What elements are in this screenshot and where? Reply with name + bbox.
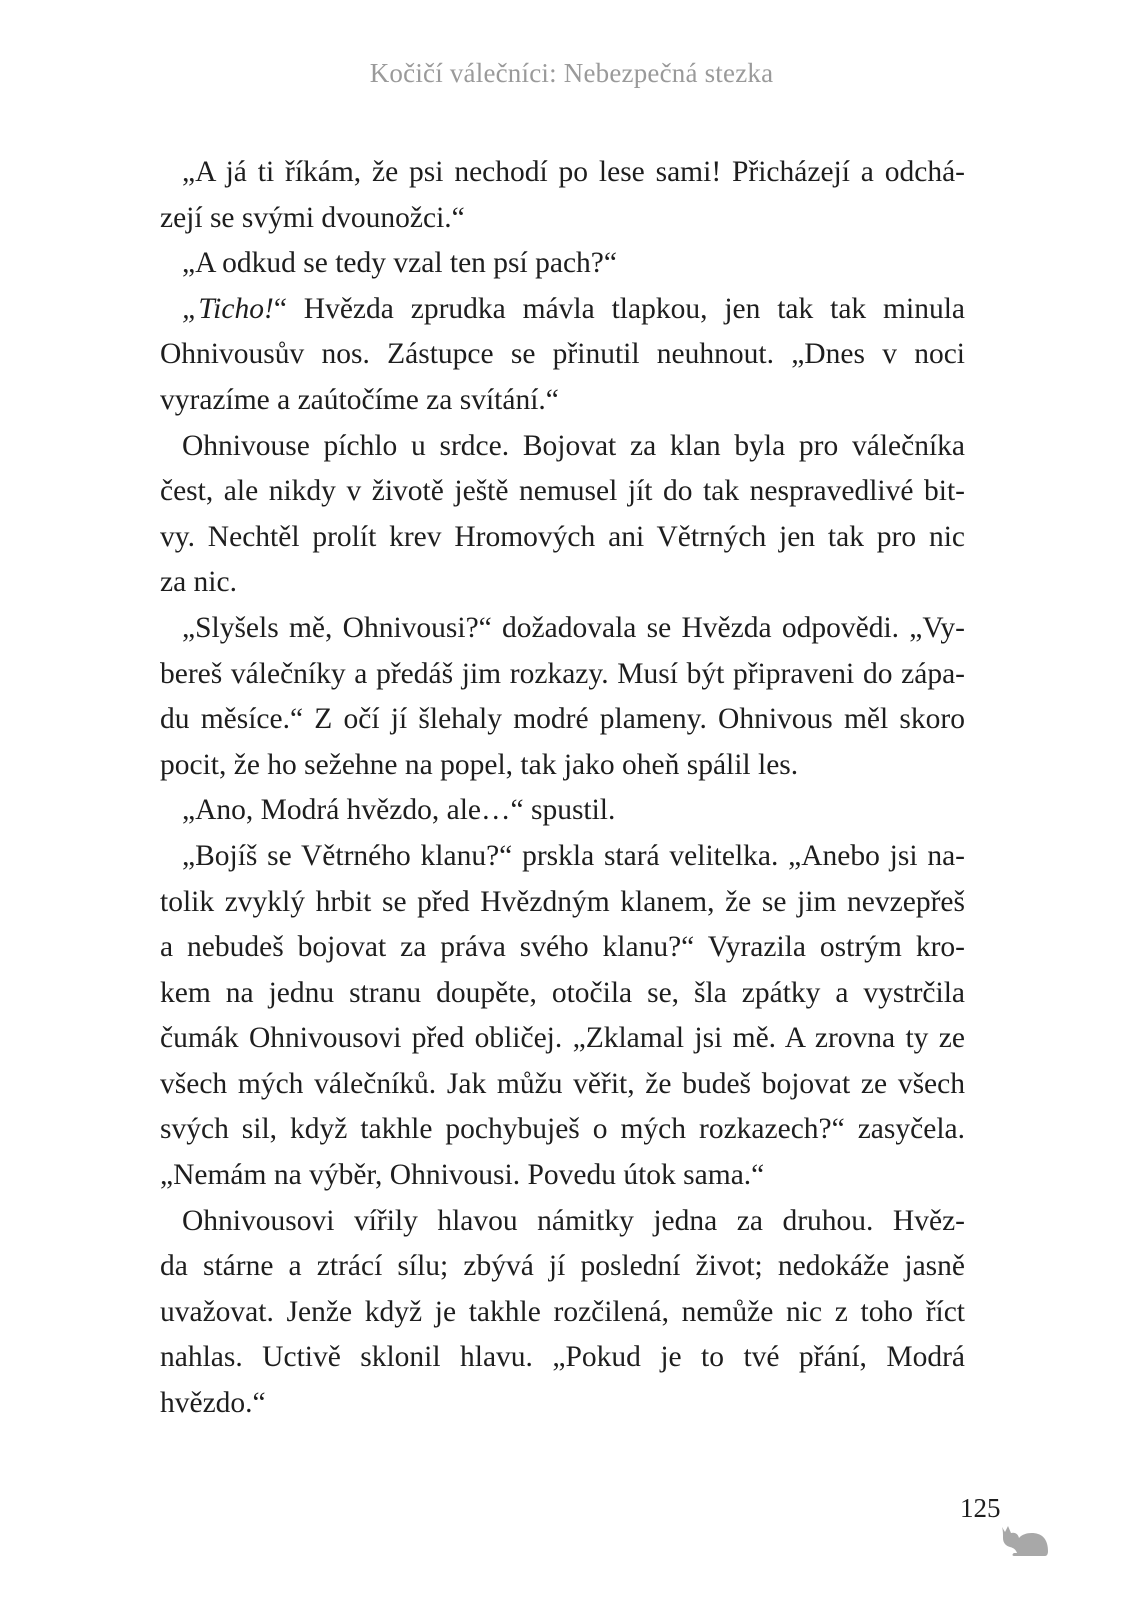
text-line-rest: “ Hvězda zprudka mávla tlapkou, jen tak tak minula xyxy=(273,292,965,325)
cat-silhouette-icon xyxy=(1000,1523,1050,1557)
text-line: Ohnivouse píchlo u srdce. Bojovat za klan byla pro válečníka xyxy=(182,429,965,462)
text-line: za nic. xyxy=(160,566,237,599)
text-line: „Nemám na výběr, Ohnivousi. Povedu útok sama.“ xyxy=(160,1159,765,1192)
text-line: čest, ale nikdy v životě ještě nemusel jít do tak nespravedlivé bit- xyxy=(160,475,965,508)
page-number: 125 xyxy=(960,1493,1001,1523)
text-line: „A já ti říkám, že psi nechodí po lese sami! Přicházejí a odchá- xyxy=(182,156,965,188)
text-line: „Ano, Modrá hvězdo, ale…“ spustil. xyxy=(182,794,616,827)
text-line: zejí se svými dvounožci.“ xyxy=(160,201,465,234)
text-line: „Bojíš se Větrného klanu?“ prskla stará velitelka. „Anebo jsi na- xyxy=(182,839,965,872)
text-line: čumák Ohnivousovi před obličej. „Zklamal jsi mě. A zrovna ty ze xyxy=(160,1022,965,1055)
text-line: tolik zvyklý hrbit se před Hvězdným klanem, že se jim nevzepřeš xyxy=(160,885,965,918)
body-text xyxy=(160,150,965,1427)
text-line: bereš válečníky a předáš jim rozkazy. Musí být připraveni do zápa- xyxy=(160,657,965,690)
text-line: hvězdo.“ xyxy=(160,1387,266,1420)
text-line: Ohnivousovi vířily hlavou námitky jedna za druhou. Hvěz- xyxy=(182,1204,965,1237)
text-line: da stárne a ztrácí sílu; zbývá jí poslední život; nedokáže jasně xyxy=(160,1250,965,1283)
text-line: pocit, že ho sežehne na popel, tak jako oheň spálil les. xyxy=(160,748,799,781)
text-line: vyrazíme a zaútočíme za svítání.“ xyxy=(160,383,559,416)
text-line-with-italic xyxy=(160,287,965,333)
text-line: du měsíce.“ Z očí jí šlehaly modré plameny. Ohnivous měl skoro xyxy=(160,703,965,736)
text-line: uvažovat. Jenže když je takhle rozčilená, nemůže nic z toho říct xyxy=(160,1295,965,1328)
text-line: „A odkud se tedy vzal ten psí pach?“ xyxy=(182,247,617,280)
text-line: vy. Nechtěl prolít krev Hromových ani Větrných jen tak pro nic xyxy=(160,520,965,553)
text-line: svých sil, když takhle pochybuješ o mých rozkazech?“ zasyčela. xyxy=(160,1113,965,1146)
text-line: všech mých válečníků. Jak můžu věřit, že budeš bojovat ze všech xyxy=(160,1067,965,1100)
italic-exclamation: „Ticho! xyxy=(182,292,274,325)
text-line: „Slyšels mě, Ohnivousi?“ dožadovala se Hvězda odpovědi. „Vy- xyxy=(182,611,965,644)
text-line: Ohnivousův nos. Zástupce se přinutil neuhnout. „Dnes v noci xyxy=(160,338,965,371)
running-header: Kočičí válečníci: Nebezpečná stezka xyxy=(369,58,774,88)
text-line: nahlas. Uctivě sklonil hlavu. „Pokud je to tvé přání, Modrá xyxy=(160,1341,965,1374)
text-line: a nebudeš bojovat za práva svého klanu?“ Vyrazila ostrým kro- xyxy=(160,931,965,964)
text-line: kem na jednu stranu doupěte, otočila se, šla zpátky a vystrčila xyxy=(160,976,965,1009)
